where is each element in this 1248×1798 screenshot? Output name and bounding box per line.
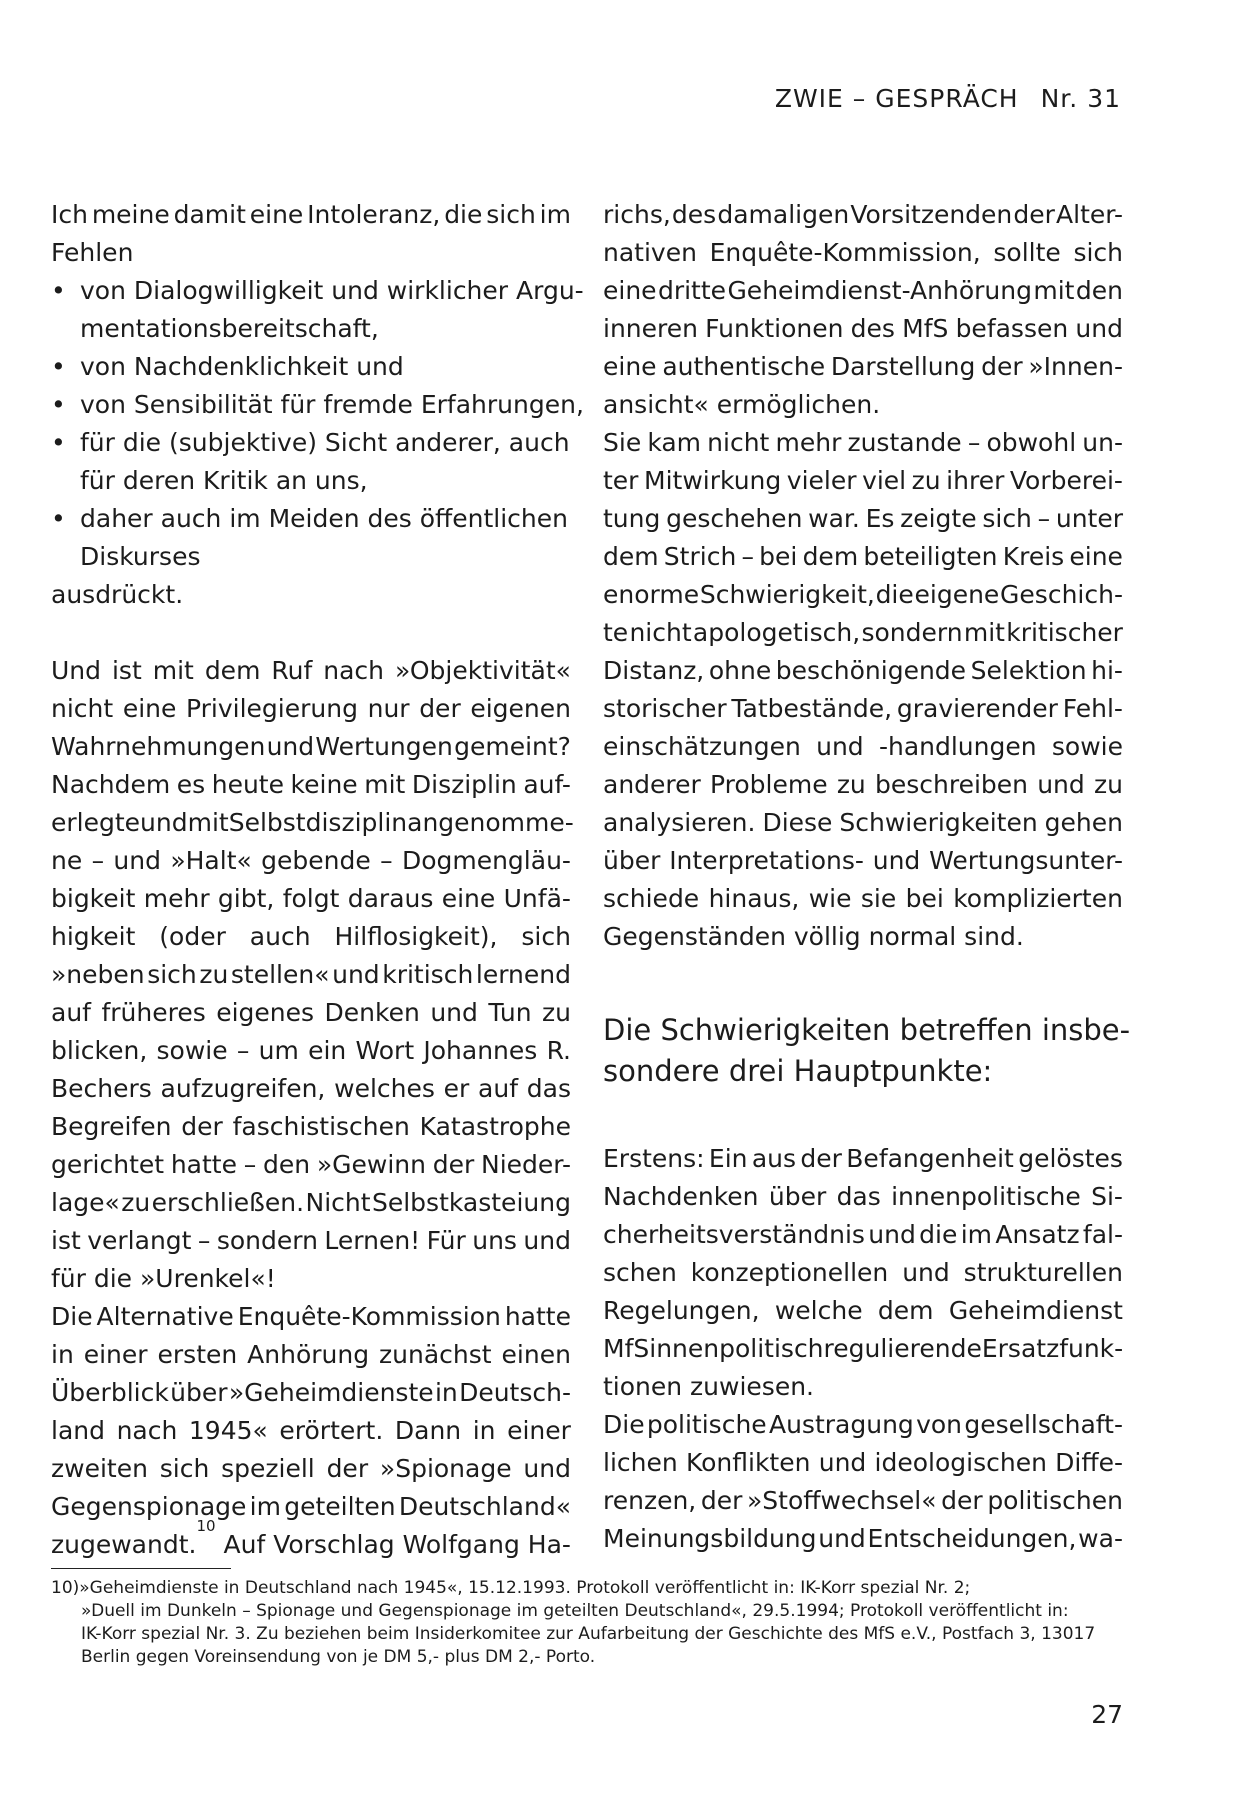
footnote-line: Berlin gegen Voreinsendung von je DM 5,- plus DM 2,- Porto. [81,1647,596,1667]
footnote-ref: 10 [196,1517,216,1535]
paragraph-line: ausdrückt. [51,580,184,609]
paragraph-line: Bechers aufzugreifen, welches er auf das [51,1074,571,1103]
paragraph-line: ter Mitwirkung vieler viel zu ihrer Vorberei- [603,466,1123,495]
paragraph-line: MfS innenpolitisch regulierende Ersatzfunk- [603,1334,1124,1363]
bullet-text: daher auch im Meiden des öffentlichen [80,504,569,533]
section-heading [603,1010,1131,1092]
paragraph-line: erlegte und mit Selbstdisziplin angenomme- [51,808,574,837]
paragraph-line: blicken, sowie – um ein Wort Johannes R. [51,1036,571,1065]
paragraph-line: Und ist mit dem Ruf nach »Objektivität« [51,656,571,685]
bullet-icon: • [51,352,66,381]
paragraph-line: higkeit (oder auch Hilflosigkeit), sich [51,922,571,951]
heading-line: Die Schwierigkeiten betreffen insbe- [603,1013,1131,1047]
paragraph-line: land nach 1945« erörtert. Dann in einer [51,1416,571,1445]
heading-line: sondere drei Hauptpunkte: [603,1054,993,1088]
paragraph-line: eine authentische Darstellung der »Innen- [603,352,1123,381]
paragraph-line: Die politische Austragung von gesellschaft- [603,1410,1123,1439]
left-column [51,196,584,1564]
right-column [603,196,1131,1558]
paragraph-line: Erstens: Ein aus der Befangenheit gelöstes [603,1144,1123,1173]
paragraph-line: Nachdem es heute keine mit Disziplin auf- [51,770,571,799]
footnotes [51,1577,1131,1669]
footnote-line: »Duell im Dunkeln – Spionage und Gegenspionage im geteilten Deutschland«, 29.5.1994; Protokoll veröffentlicht in: [81,1601,1069,1621]
paragraph-line: für deren Kritik an uns, [80,466,368,495]
paragraph-line: nativen Enquête-Kommission, sollte sich [603,238,1123,267]
bullet-text: von Nachdenklichkeit und [80,352,404,381]
bullet-text: von Dialogwilligkeit und wirklicher Argu- [80,276,584,305]
paragraph-line: cherheitsverständnis und die im Ansatz fal- [603,1220,1123,1249]
paragraph-line: tung geschehen war. Es zeigte sich – unter [603,504,1123,533]
paragraph-line: nicht eine Privilegierung nur der eigenen [51,694,571,723]
paragraph-line: Sie kam nicht mehr zustande – obwohl un- [603,428,1123,457]
paragraph-line: Gegenständen völlig normal sind. [603,922,1024,951]
paragraph-line: auf früheres eigenes Denken und Tun zu [51,998,571,1027]
paragraph-line: inneren Funktionen des MfS befassen und [603,314,1123,343]
footnote-line: 10)»Geheimdienste in Deutschland nach 1945«, 15.12.1993. Protokoll veröffentlicht in: IK-Korr spezial Nr. 2; [51,1578,971,1598]
bullet-item [51,348,571,386]
paragraph-line: gerichtet hatte – den »Gewinn der Nieder- [51,1150,571,1179]
paragraph-line: richs, des damaligen Vorsitzenden der Alter- [603,200,1123,229]
paragraph-line: in einer ersten Anhörung zunächst einen [51,1340,571,1369]
paragraph-line: »neben sich zu stellen« und kritisch lernend [51,960,571,989]
line-text: Auf Vorschlag Wolfgang Ha- [223,1530,571,1559]
bullet-text: für die (subjektive) Sicht anderer, auch [80,428,570,457]
paragraph-line: lichen Konflikten und ideologischen Diffe- [603,1448,1123,1477]
paragraph-line: Distanz, ohne beschönigende Selektion hi- [603,656,1123,685]
bullet-icon: • [51,428,66,457]
paragraph-line: dem Strich – bei dem beteiligten Kreis eine [603,542,1123,571]
paragraph-line: ne – und »Halt« gebende – Dogmengläu- [51,846,571,875]
paragraph-line: zweiten sich speziell der »Spionage und [51,1454,571,1483]
footnote-divider [51,1568,231,1569]
paragraph-line: bigkeit mehr gibt, folgt daraus eine Unfä- [51,884,571,913]
paragraph-line [51,1517,571,1564]
bullet-icon: • [51,504,66,533]
bullet-item [51,272,584,310]
paragraph-line: mentationsbereitschaft, [80,314,379,343]
line-text: zugewandt. [51,1530,197,1559]
bullet-item [51,386,584,424]
bullet-icon: • [51,276,66,305]
paragraph-line: te nicht apologetisch, sondern mit kritischer [603,618,1123,647]
paragraph-line: Nachdenken über das innenpolitische Si- [603,1182,1123,1211]
paragraph-line: anderer Probleme zu beschreiben und zu [603,770,1123,799]
paragraph-line: über Interpretations- und Wertungsunter- [603,846,1123,875]
paragraph-line: ansicht« ermöglichen. [603,390,881,419]
paragraph-line: renzen, der »Stoffwechsel« der politischen [603,1486,1123,1515]
paragraph-line: Ich meine damit eine Intoleranz, die sich im [51,200,571,229]
bullet-icon: • [51,390,66,419]
paragraph-line: schiede hinaus, wie sie bei komplizierten [603,884,1123,913]
paragraph-line: Begreifen der faschistischen Katastrophe [51,1112,571,1141]
bullet-item [51,424,571,462]
paragraph-line: Wahrnehmungen und Wertungen gemeint? [51,732,571,761]
paragraph-line: analysieren. Diese Schwierigkeiten gehen [603,808,1123,837]
bullet-text: von Sensibilität für fremde Erfahrungen, [80,390,584,419]
paragraph-line: Gegenspionage im geteilten Deutschland« [51,1492,571,1521]
paragraph-line: schen konzeptionellen und strukturellen [603,1258,1123,1287]
paragraph-line: Fehlen [51,238,134,267]
paragraph-line: einschätzungen und -handlungen sowie [603,732,1123,761]
running-header [775,84,1121,113]
paragraph-line: Überblick über »Geheimdienste in Deutsch- [51,1378,571,1407]
bullet-item [51,500,571,538]
header-title: ZWIE – GESPRÄCH [774,84,1019,113]
page-number: 27 [1091,1700,1123,1729]
paragraph-line: Diskurses [80,542,201,571]
paragraph-line: ist verlangt – sondern Lernen! Für uns und [51,1226,571,1255]
paragraph-line: Die Alternative Enquête-Kommission hatte [51,1302,571,1331]
paragraph-line: Meinungsbildung und Entscheidungen, wa- [603,1524,1123,1553]
paragraph-line: enorme Schwierigkeit, die eigene Geschich- [603,580,1123,609]
footnote-line: IK-Korr spezial Nr. 3. Zu beziehen beim Insiderkomitee zur Aufarbeitung der Geschichte des MfS e.V., Postfach 3, 13017 [81,1624,1096,1644]
paragraph-line: eine dritte Geheimdienst-Anhörung mit den [603,276,1123,305]
paragraph-line: storischer Tatbestände, gravierender Fehl- [603,694,1123,723]
paragraph-line: tionen zuwiesen. [603,1372,814,1401]
paragraph-line: Regelungen, welche dem Geheimdienst [603,1296,1123,1325]
paragraph-line: für die »Urenkel«! [51,1264,276,1293]
paragraph-line: lage« zu erschließen. Nicht Selbstkasteiung [51,1188,571,1217]
header-issue: Nr. 31 [1040,84,1121,113]
